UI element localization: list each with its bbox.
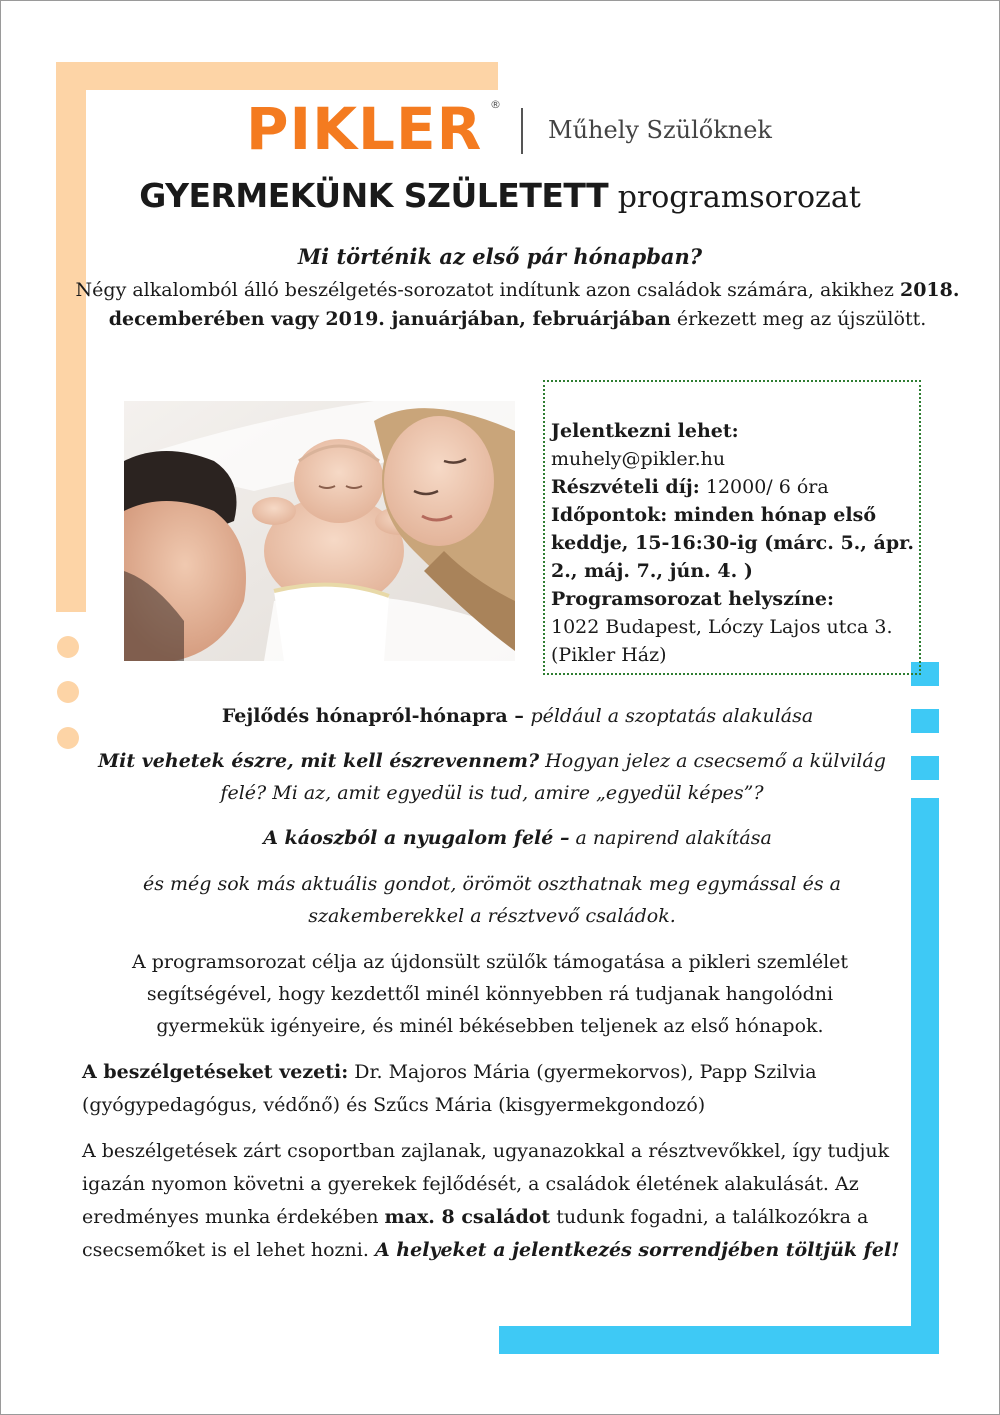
- logo-subtitle: Műhely Szülőknek: [548, 116, 772, 144]
- venue-address: 1022 Budapest, Lóczy Lajos utca 3. (Pikler Ház): [551, 616, 893, 666]
- info-text: [551, 417, 919, 669]
- goal-paragraph: A programsorozat célja az újdonsült szülők támogatása a pikleri szemlélet segítségével, hogy kezdettől minél könnyebben rá tudjanak hangolódni gyermekük igényeire, és minél békésebben teljenek az első hónapok.: [131, 951, 849, 1037]
- leaders-text: Dr. Majoros Mária (gyermekorvos), Papp Szilvia (gyógypedagógus, védőnő) és Szűcs Mária (kisgyermekgondozó): [82, 1061, 817, 1116]
- orange-dot: [57, 636, 79, 658]
- pikler-logo: PIKLER: [246, 95, 483, 163]
- intro-text-2: érkezett meg az újszülött.: [670, 308, 927, 330]
- title-bold: GYERMEKÜNK SZÜLETETT: [139, 176, 609, 215]
- blue-frame-bottom: [499, 1326, 939, 1354]
- closing-emphasis: A helyeket a jelentkezés sorrendjében töltjük fel!: [374, 1239, 900, 1261]
- apply-label: Jelentkezni lehet:: [551, 420, 739, 442]
- dates-info: Időpontok: minden hónap első keddje, 15-16:30-ig (márc. 5., ápr. 2., máj. 7., jún. 4. ): [551, 504, 914, 582]
- closing-max: max. 8 családot: [384, 1206, 551, 1228]
- topic-3-title: A káoszból a nyugalom felé –: [263, 827, 570, 849]
- intro-text-1: Négy alkalomból álló beszélgetés-sorozatot indítunk azon családok számára, akikhez: [75, 279, 900, 301]
- blue-square: [911, 756, 939, 780]
- title-rest: programsorozat: [617, 180, 861, 215]
- leaders-label: A beszélgetéseket vezeti:: [82, 1061, 349, 1083]
- closing-text-2: tudunk fogadni, a találkozókra a csecsemőket is el lehet hozni.: [82, 1206, 869, 1261]
- family-photo: [124, 401, 515, 661]
- intro-paragraph: [70, 276, 965, 334]
- closing-text-1: A beszélgetések zárt csoportban zajlanak, ugyanazokkal a résztvevőkkel, így tudjuk igazán nyomon követni a gyerekek fejlődését, a családok életének alakulását. Az eredményes munka érdekében: [82, 1140, 890, 1228]
- topic-2: [92, 745, 892, 809]
- orange-frame-top: [56, 62, 498, 90]
- blue-frame-right: [911, 798, 939, 1354]
- topic-2-desc: Hogyan jelez a csecsemő a külvilág felé? Mi az, amit egyedül is tud, amire „egyedül képes”?: [220, 750, 886, 804]
- leaders-paragraph: [82, 1056, 872, 1122]
- logo-divider: [521, 108, 523, 154]
- venue-label: Programsorozat helyszíne:: [551, 588, 835, 610]
- closing-paragraph: [82, 1135, 902, 1267]
- topic-1: [70, 700, 965, 732]
- topic-3-desc: a napirend alakítása: [569, 827, 772, 849]
- orange-frame-left: [56, 62, 86, 612]
- page-title: [0, 176, 1000, 215]
- topic-3: [70, 822, 965, 854]
- topic-2-title: Mit vehetek észre, mit kell észrevennem?: [98, 750, 540, 772]
- subtitle-question: Mi történik az első pár hónapban?: [297, 244, 703, 269]
- intro-dates: 2018. decemberében vagy 2019. januárjában, februárjában: [108, 279, 960, 330]
- topic-1-title: Fejlődés hónapról-hónapra –: [221, 705, 531, 727]
- fee-value: 12000/ 6 óra: [699, 476, 829, 498]
- contact-email: muhely@pikler.hu: [551, 448, 726, 470]
- fee-line: [551, 473, 919, 501]
- fee-label: Részvételi díj:: [551, 476, 700, 498]
- topic-1-desc: például a szoptatás alakulása: [530, 705, 814, 727]
- registered-mark: ®: [490, 98, 501, 111]
- topic-4: és még sok más aktuális gondot, örömöt oszthatnak meg egymással és a szakemberekkel a résztvevő családok.: [142, 873, 841, 927]
